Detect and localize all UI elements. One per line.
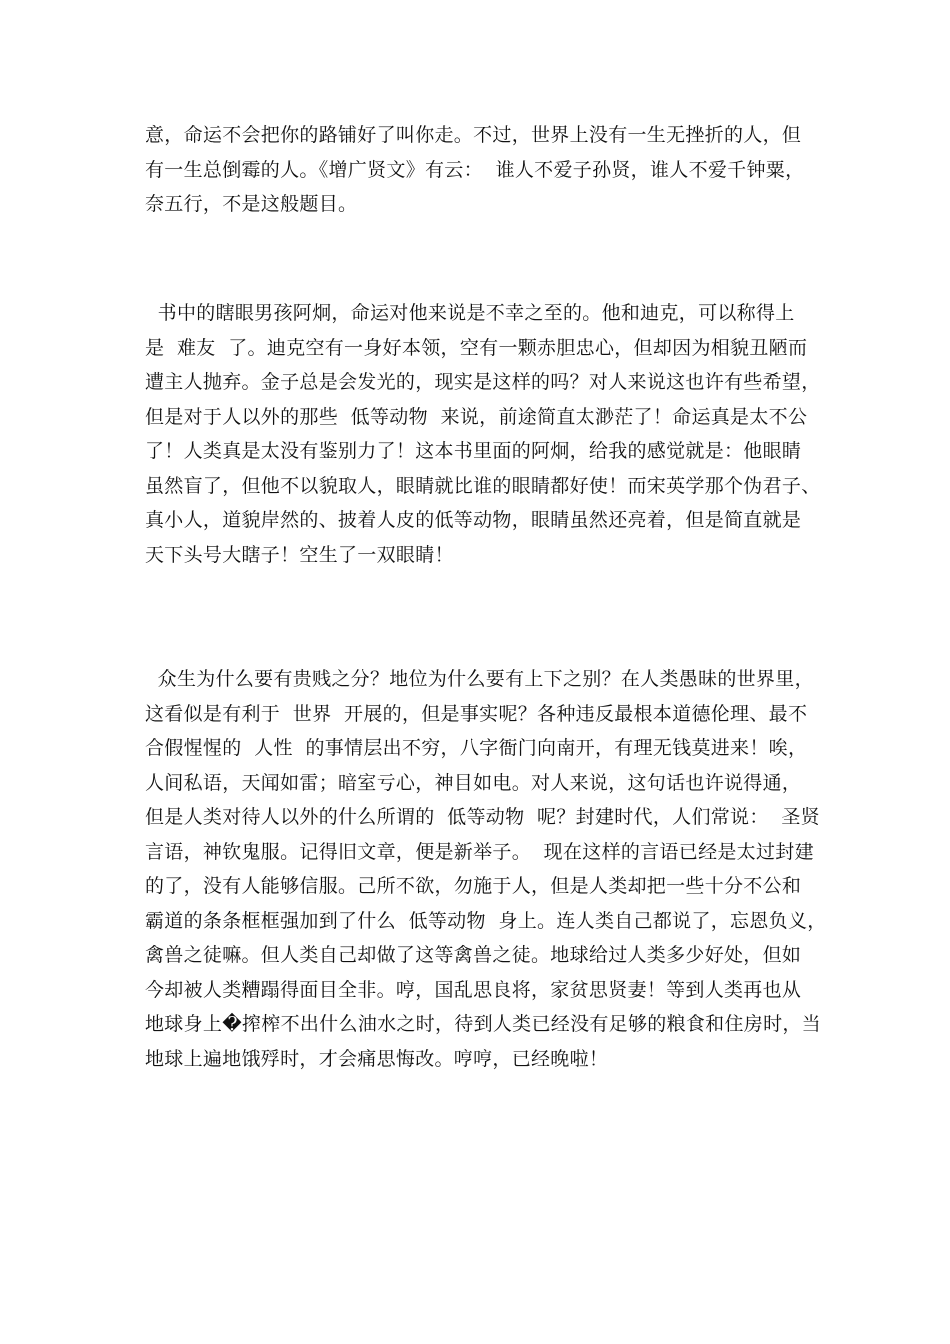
text-line: 言语，神钦鬼服。记得旧文章，便是新举子。 现在这样的言语已经是太过封建 — [145, 840, 814, 863]
text-line: 今却被人类糟蹋得面目全非。哼，国乱思良将，家贫思贤妻！等到人类再也从 — [145, 978, 802, 1001]
text-line: 地球上遍地饿殍时，才会痛思悔改。哼哼，已经晚啦！ — [145, 1047, 609, 1070]
text-line: 天下头号大瞎子！空生了一双眼睛！ — [145, 543, 454, 566]
text-line: 遭主人抛弃。金子总是会发光的，现实是这样的吗？对人来说这也许有些希望， — [145, 371, 821, 393]
text-line: 众生为什么要有贵贱之分？地位为什么要有上下之别？在人类愚昧的世界里， — [145, 668, 814, 690]
text-line: 书中的瞎眼男孩阿炯，命运对他来说是不幸之至的。他和迪克，可以称得上 — [145, 302, 795, 324]
text-line: 意，命运不会把你的路铺好了叫你走。不过，世界上没有一生无挫折的人，但 — [145, 124, 802, 146]
text-line: 真小人，道貌岸然的、披着人皮的低等动物，眼睛虽然还亮着，但是简直就是 — [145, 509, 802, 531]
text-line: 有一生总倒霉的人。《增广贤文》有云： 谁人不爱子孙贤，谁人不爱千钟粟， — [145, 158, 805, 181]
text-line: 人间私语，天闻如雷；暗室亏心，神目如电。对人来说，这句话也许说得通， — [145, 771, 802, 794]
text-line: 虽然盲了，但他不以貌取人，眼睛就比谁的眼睛都好使！而宋英学那个伪君子、 — [145, 474, 821, 497]
text-line: 的了，没有人能够信服。己所不欲，勿施于人，但是人类却把一些十分不公和 — [145, 875, 802, 897]
text-line: 了！人类真是太没有鉴别力了！这本书里面的阿炯，给我的感觉就是：他眼睛 — [145, 440, 802, 462]
text-line: 但是人类对待人以外的什么所谓的 低等动物 呢？封建时代，人们常说： 圣贤 — [145, 806, 820, 828]
text-line: 禽兽之徒嘛。但人类自己却做了这等禽兽之徒。地球给过人类多少好处，但如 — [145, 944, 802, 966]
paragraph-3 — [145, 662, 827, 1076]
text-line: 奈五行，不是这般题目。 — [145, 193, 358, 215]
text-line: 地球身上�搾榨不出什么油水之时，待到人类已经没有足够的粮食和住房时，当 — [145, 1013, 821, 1035]
paragraph-2 — [145, 296, 821, 572]
text-line: 合假惺惺的 人性 的事情层出不穷，八字衙门向南开，有理无钱莫进来！唉， — [145, 737, 808, 759]
paragraph-1 — [145, 118, 815, 222]
text-line: 是 难友 了。迪克空有一身好本领，空有一颗赤胆忠心，但却因为相貌丑陋而 — [145, 336, 808, 359]
text-line: 但是对于人以外的那些 低等动物 来说，前途简直太渺茫了！命运真是太不公 — [145, 405, 808, 428]
text-line: 这看似是有利于 世界 开展的，但是事实呢？各种违反最根本道德伦理、最不 — [145, 702, 808, 725]
text-line: 霸道的条条框框强加到了什么 低等动物 身上。连人类自己都说了，忘恩负义， — [145, 909, 827, 932]
